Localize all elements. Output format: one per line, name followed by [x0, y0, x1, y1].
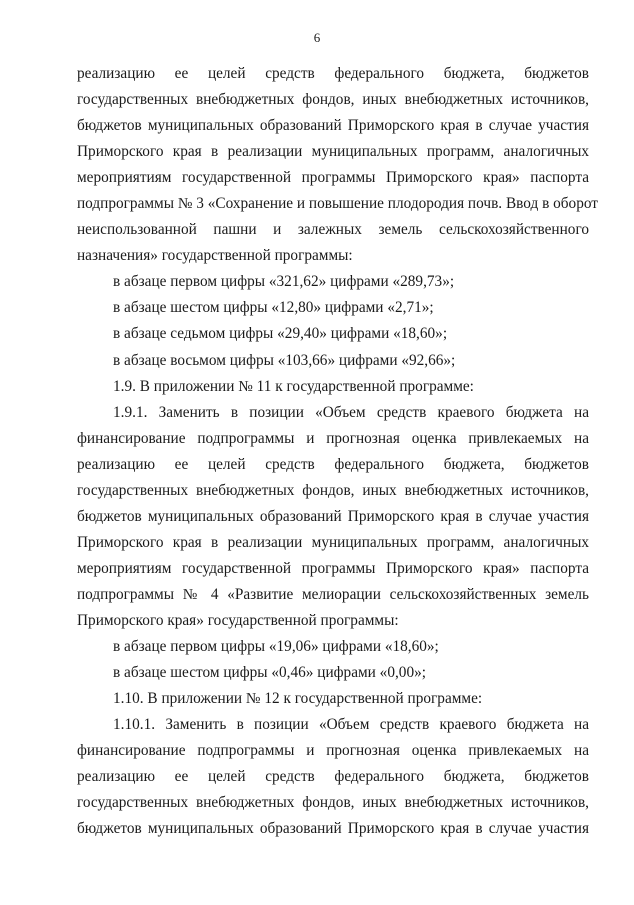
text-line: назначения» государственной программы: — [77, 247, 353, 265]
text-line: в абзаце восьмом цифры «103,66» цифрами «92,66»; — [113, 351, 456, 369]
text-line: бюджетов муниципальных образований Приморского края в случае участия — [77, 117, 589, 135]
paragraph — [77, 348, 589, 374]
paragraph — [77, 400, 589, 634]
text-line: государственных внебюджетных фондов, иных внебюджетных источников, — [77, 481, 589, 499]
text-line: Приморского края в реализации муниципальных программ, аналогичных — [77, 143, 589, 161]
text-line: в абзаце первом цифры «321,62» цифрами «289,73»; — [113, 273, 455, 291]
text-line: в абзаце шестом цифры «12,80» цифрами «2,71»; — [113, 299, 434, 317]
paragraph — [77, 686, 589, 712]
paragraph — [77, 269, 589, 295]
text-line: государственных внебюджетных фондов, иных внебюджетных источников, — [77, 91, 589, 109]
text-line: в абзаце первом цифры «19,06» цифрами «18,60»; — [113, 638, 439, 656]
paragraph — [77, 321, 589, 347]
text-line: государственных внебюджетных фондов, иных внебюджетных источников, — [77, 794, 589, 812]
page-number: 6 — [313, 30, 321, 45]
text-line: реализацию ее целей средств федерального бюджета, бюджетов — [77, 455, 589, 473]
paragraph — [77, 374, 589, 400]
text-line: финансирование подпрограммы и прогнозная оценка привлекаемых на — [77, 742, 589, 760]
text-line: в абзаце шестом цифры «0,46» цифрами «0,00»; — [113, 664, 426, 682]
text-line: мероприятиям государственной программы Приморского края» паспорта — [77, 559, 589, 577]
text-line: финансирование подпрограммы и прогнозная оценка привлекаемых на — [77, 429, 589, 447]
text-line: 1.9.1. Заменить в позиции «Объем средств краевого бюджета на — [113, 403, 589, 421]
text-line: подпрограммы № 4 «Развитие мелиорации сельскохозяйственных земель — [77, 585, 589, 603]
paragraph — [77, 61, 598, 269]
document-body — [77, 61, 598, 842]
text-line: реализацию ее целей средств федерального бюджета, бюджетов — [77, 65, 589, 82]
text-line: 1.10. В приложении № 12 к государственной программе: — [113, 690, 483, 708]
paragraph — [77, 634, 589, 660]
text-line: неиспользованной пашни и залежных земель сельскохозяйственного — [77, 221, 589, 239]
text-line: Приморского края в реализации муниципальных программ, аналогичных — [77, 533, 589, 551]
text-line: бюджетов муниципальных образований Приморского края в случае участия — [77, 507, 589, 525]
paragraph — [77, 295, 589, 321]
text-line: бюджетов муниципальных образований Приморского края в случае участия — [77, 820, 589, 838]
text-line: подпрограммы № 3 «Сохранение и повышение плодородия почв. Ввод в оборот — [77, 195, 598, 213]
paragraph — [77, 712, 589, 842]
text-line: в абзаце седьмом цифры «29,40» цифрами «18,60»; — [113, 325, 448, 343]
text-line: Приморского края» государственной программы: — [77, 611, 399, 629]
text-line: мероприятиям государственной программы Приморского края» паспорта — [77, 169, 589, 187]
text-line: 1.10.1. Заменить в позиции «Объем средств краевого бюджета на — [113, 716, 589, 734]
paragraph — [77, 660, 589, 686]
text-line: 1.9. В приложении № 11 к государственной программе: — [113, 377, 474, 395]
text-line: реализацию ее целей средств федерального бюджета, бюджетов — [77, 768, 589, 786]
